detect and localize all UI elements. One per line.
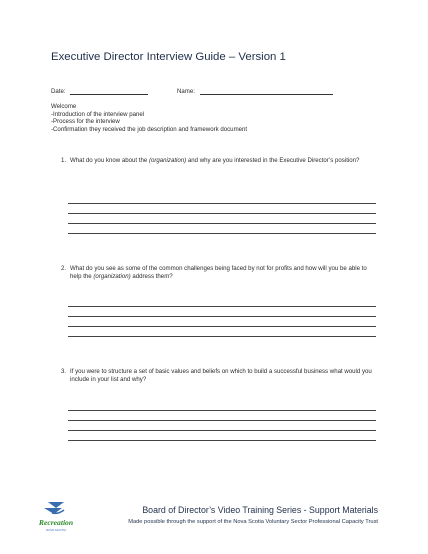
logo-text: Recreation — [38, 518, 74, 527]
question-text — [70, 265, 375, 282]
logo-subtext: NOVA SCOTIA — [45, 528, 67, 532]
question-text — [70, 157, 375, 165]
footer-title: Board of Director’s Video Training Series - Support Materials — [142, 505, 378, 515]
question-number: 3. — [61, 368, 67, 375]
answer-line[interactable] — [68, 420, 376, 421]
answer-line[interactable] — [68, 233, 376, 234]
question-text-part: address them? — [130, 273, 173, 281]
date-blank-line — [70, 88, 148, 95]
answer-line[interactable] — [68, 223, 376, 224]
answer-line[interactable] — [68, 336, 376, 337]
question-emphasis: (organization) — [148, 157, 187, 164]
answer-line[interactable] — [68, 306, 376, 307]
answer-line[interactable] — [68, 316, 376, 317]
answer-line[interactable] — [68, 410, 376, 411]
answer-line[interactable] — [68, 326, 376, 327]
question-number: 1. — [61, 157, 67, 164]
question-text-part: and why are you interested in the Executive Director’s position? — [186, 157, 360, 164]
welcome-item: -Confirmation they received the job description and framework document — [51, 125, 248, 133]
answer-line[interactable] — [68, 213, 376, 214]
question-number: 2. — [61, 265, 67, 272]
welcome-heading: Welcome — [51, 103, 77, 110]
welcome-item: -Process for the interview — [51, 118, 120, 126]
question-text-part: What do you know about the — [70, 157, 149, 164]
name-blank-line — [200, 88, 333, 95]
page-title: Executive Director Interview Guide – Version 1 — [51, 51, 286, 63]
question-text — [70, 368, 375, 385]
answer-line[interactable] — [68, 440, 376, 441]
question-text-part: What do you see as some of the common challenges being faced by not for profits and how will you be able to help the — [70, 265, 367, 281]
welcome-item: -Introduction of the interview panel — [51, 110, 145, 118]
question-text-part: If you were to structure a set of basic values and beliefs on which to build a successful business what would you include in your list and why? — [70, 368, 372, 384]
name-label: Name: — [177, 88, 195, 95]
footer-subtitle: Made possible through the support of the Nova Scotia Voluntary Sector Professional Capacity Trust — [128, 519, 378, 525]
answer-line[interactable] — [68, 203, 376, 204]
date-label: Date: — [51, 88, 66, 95]
question-emphasis: (organization) — [93, 273, 131, 281]
name-field — [177, 88, 333, 95]
welcome-section — [51, 103, 247, 133]
answer-line[interactable] — [68, 430, 376, 431]
date-field — [51, 88, 148, 95]
